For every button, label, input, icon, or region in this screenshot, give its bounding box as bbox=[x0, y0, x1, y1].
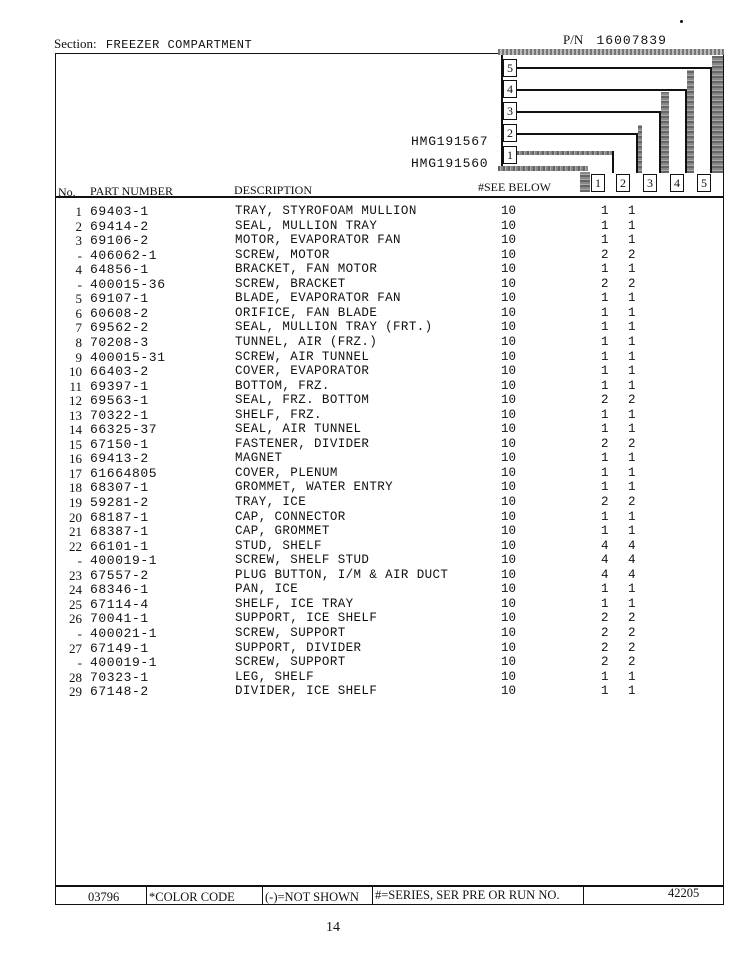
part-description: STUD, SHELF bbox=[235, 538, 322, 553]
part-number: 400021-1 bbox=[90, 625, 158, 641]
part-see-below: 10 bbox=[501, 684, 517, 699]
part-qty-series-1: 2 bbox=[601, 611, 609, 626]
part-see-below: 10 bbox=[501, 509, 517, 524]
part-see-below: 10 bbox=[501, 567, 517, 582]
part-no: 2 bbox=[75, 218, 82, 234]
part-qty-series-1: 1 bbox=[601, 684, 609, 699]
page-number: 14 bbox=[326, 920, 340, 935]
part-qty-series-1: 4 bbox=[601, 567, 609, 582]
part-description: BOTTOM, FRZ. bbox=[235, 378, 330, 393]
table-row bbox=[0, 422, 750, 436]
part-description: TUNNEL, AIR (FRZ.) bbox=[235, 334, 378, 349]
part-see-below: 10 bbox=[501, 276, 517, 291]
part-qty-series-1: 1 bbox=[601, 451, 609, 466]
part-number: 69414-2 bbox=[90, 218, 149, 234]
part-qty-series-2: 1 bbox=[628, 422, 636, 437]
part-qty-series-2: 2 bbox=[628, 655, 636, 670]
part-see-below: 10 bbox=[501, 553, 517, 568]
part-description: SEAL, AIR TUNNEL bbox=[235, 422, 362, 437]
part-number: 64856-1 bbox=[90, 262, 149, 278]
part-qty-series-1: 1 bbox=[601, 422, 609, 437]
part-qty-series-1: 1 bbox=[601, 465, 609, 480]
part-qty-series-1: 1 bbox=[601, 364, 609, 379]
series-leader-4 bbox=[517, 89, 685, 91]
part-number: 67557-2 bbox=[90, 567, 149, 583]
table-row bbox=[0, 568, 750, 582]
series-box: 4 bbox=[670, 174, 684, 192]
table-row bbox=[0, 248, 750, 262]
part-number: 67149-1 bbox=[90, 640, 149, 656]
part-no: 15 bbox=[69, 436, 82, 452]
part-see-below: 10 bbox=[501, 291, 517, 306]
table-row bbox=[0, 306, 750, 320]
series-drop-1 bbox=[612, 151, 614, 173]
part-number: 69397-1 bbox=[90, 378, 149, 394]
part-qty-series-2: 1 bbox=[628, 451, 636, 466]
part-qty-series-1: 2 bbox=[601, 247, 609, 262]
part-number: 69562-2 bbox=[90, 320, 149, 336]
series-box: 1 bbox=[591, 174, 605, 192]
part-description: PLUG BUTTON, I/M & AIR DUCT bbox=[235, 567, 449, 582]
part-qty-series-1: 1 bbox=[601, 407, 609, 422]
part-qty-series-2: 2 bbox=[628, 611, 636, 626]
part-no: 17 bbox=[69, 465, 82, 481]
part-qty-series-2: 1 bbox=[628, 320, 636, 335]
section-label: Section: bbox=[54, 36, 97, 51]
section-header bbox=[54, 36, 252, 52]
part-qty-series-2: 1 bbox=[628, 684, 636, 699]
part-number: 70323-1 bbox=[90, 669, 149, 685]
part-qty-series-2: 1 bbox=[628, 480, 636, 495]
part-number: 69403-1 bbox=[90, 204, 149, 219]
scan-shading bbox=[661, 92, 669, 173]
part-qty-series-2: 1 bbox=[628, 596, 636, 611]
part-number: 61664805 bbox=[90, 465, 158, 481]
part-qty-series-2: 2 bbox=[628, 276, 636, 291]
part-qty-series-2: 1 bbox=[628, 669, 636, 684]
col-header-part-number: PART NUMBER bbox=[90, 184, 173, 198]
part-description: SHELF, ICE TRAY bbox=[235, 596, 354, 611]
part-see-below: 10 bbox=[501, 495, 517, 509]
scan-shading-top bbox=[498, 49, 724, 55]
table-row bbox=[0, 524, 750, 538]
table-row bbox=[0, 393, 750, 407]
part-description: SCREW, SUPPORT bbox=[235, 625, 346, 640]
part-qty-series-2: 1 bbox=[628, 291, 636, 306]
col-header-description: DESCRIPTION bbox=[234, 183, 313, 197]
part-number: 69563-1 bbox=[90, 393, 149, 409]
part-see-below: 10 bbox=[501, 640, 517, 655]
series-box: 5 bbox=[503, 59, 517, 77]
part-qty-series-1: 2 bbox=[601, 640, 609, 655]
part-no: 7 bbox=[75, 320, 82, 336]
part-qty-series-1: 1 bbox=[601, 218, 609, 233]
part-no: - bbox=[77, 655, 82, 671]
model-number: HMG191560 bbox=[411, 156, 489, 171]
series-box: 2 bbox=[616, 174, 630, 192]
part-qty-series-2: 1 bbox=[628, 233, 636, 248]
part-number: 68307-1 bbox=[90, 480, 149, 496]
part-see-below: 10 bbox=[501, 393, 517, 408]
part-qty-series-1: 1 bbox=[601, 334, 609, 349]
part-see-below: 10 bbox=[501, 364, 517, 379]
part-description: BRACKET, FAN MOTOR bbox=[235, 262, 378, 277]
series-leader-5 bbox=[517, 67, 710, 69]
part-description: SUPPORT, ICE SHELF bbox=[235, 611, 378, 626]
part-no: 29 bbox=[69, 684, 82, 700]
part-see-below: 10 bbox=[501, 465, 517, 480]
part-no: 19 bbox=[69, 495, 82, 510]
part-qty-series-2: 1 bbox=[628, 407, 636, 422]
part-description: SEAL, FRZ. BOTTOM bbox=[235, 393, 370, 408]
part-qty-series-1: 2 bbox=[601, 495, 609, 509]
part-description: BLADE, EVAPORATOR FAN bbox=[235, 291, 401, 306]
part-no: 25 bbox=[69, 596, 82, 612]
part-see-below: 10 bbox=[501, 247, 517, 262]
part-no: 5 bbox=[75, 291, 82, 307]
part-no: 6 bbox=[75, 305, 82, 321]
table-row bbox=[0, 539, 750, 553]
part-see-below: 10 bbox=[501, 204, 517, 218]
col-header-no: No. bbox=[58, 185, 76, 199]
part-description: SCREW, MOTOR bbox=[235, 247, 330, 262]
part-no: 1 bbox=[75, 204, 82, 219]
table-row bbox=[0, 204, 750, 218]
part-qty-series-2: 1 bbox=[628, 204, 636, 218]
footer-doc-number: 42205 bbox=[668, 886, 700, 900]
part-no: 22 bbox=[69, 538, 82, 554]
part-number: 66403-2 bbox=[90, 364, 149, 380]
part-description: SCREW, SUPPORT bbox=[235, 655, 346, 670]
part-qty-series-1: 1 bbox=[601, 305, 609, 320]
part-see-below: 10 bbox=[501, 378, 517, 393]
footer-divider-line bbox=[372, 887, 373, 905]
part-qty-series-1: 2 bbox=[601, 393, 609, 408]
part-see-below: 10 bbox=[501, 407, 517, 422]
part-qty-series-2: 1 bbox=[628, 465, 636, 480]
part-number: 70208-3 bbox=[90, 334, 149, 350]
series-leader-2 bbox=[517, 133, 636, 135]
part-no: 23 bbox=[69, 567, 82, 583]
part-qty-series-1: 2 bbox=[601, 436, 609, 451]
pn-label: P/N bbox=[563, 32, 584, 47]
part-number: 66325-37 bbox=[90, 422, 158, 438]
part-number: 400019-1 bbox=[90, 553, 158, 569]
table-row bbox=[0, 335, 750, 349]
table-row bbox=[0, 262, 750, 276]
part-no: 13 bbox=[69, 407, 82, 423]
table-row bbox=[0, 437, 750, 451]
part-see-below: 10 bbox=[501, 582, 517, 597]
table-row bbox=[0, 597, 750, 611]
part-qty-series-2: 2 bbox=[628, 625, 636, 640]
part-no: 20 bbox=[69, 509, 82, 525]
footer-divider-line bbox=[146, 887, 147, 905]
part-qty-series-2: 1 bbox=[628, 262, 636, 277]
part-no: 24 bbox=[69, 582, 82, 598]
part-see-below: 10 bbox=[501, 480, 517, 495]
table-row bbox=[0, 350, 750, 364]
part-see-below: 10 bbox=[501, 334, 517, 349]
part-description: SCREW, BRACKET bbox=[235, 276, 346, 291]
part-see-below: 10 bbox=[501, 305, 517, 320]
part-description: DIVIDER, ICE SHELF bbox=[235, 684, 378, 699]
part-number: 68346-1 bbox=[90, 582, 149, 598]
part-number: 69107-1 bbox=[90, 291, 149, 307]
part-qty-series-2: 2 bbox=[628, 495, 636, 509]
part-see-below: 10 bbox=[501, 538, 517, 553]
part-qty-series-1: 4 bbox=[601, 538, 609, 553]
part-qty-series-2: 1 bbox=[628, 349, 636, 364]
part-number: 69413-2 bbox=[90, 451, 149, 467]
table-row bbox=[0, 510, 750, 524]
part-no: 8 bbox=[75, 334, 82, 350]
part-number: 66101-1 bbox=[90, 538, 149, 554]
part-no: - bbox=[77, 553, 82, 569]
part-description: CAP, GROMMET bbox=[235, 524, 330, 539]
footer-not-shown: (-)=NOT SHOWN bbox=[265, 890, 359, 904]
table-row bbox=[0, 408, 750, 422]
part-qty-series-1: 1 bbox=[601, 669, 609, 684]
part-no: 27 bbox=[69, 640, 82, 656]
table-row bbox=[0, 495, 750, 509]
part-no: 11 bbox=[69, 378, 82, 394]
footer-divider-line bbox=[262, 887, 263, 905]
part-description: PAN, ICE bbox=[235, 582, 299, 597]
col-header-see-below: #SEE BELOW bbox=[478, 180, 551, 194]
part-number: 400019-1 bbox=[90, 655, 158, 671]
part-qty-series-1: 1 bbox=[601, 509, 609, 524]
part-description: TRAY, STYROFOAM MULLION bbox=[235, 204, 417, 218]
series-box: 5 bbox=[697, 174, 711, 192]
table-row bbox=[0, 320, 750, 334]
part-description: TRAY, ICE bbox=[235, 495, 307, 509]
part-see-below: 10 bbox=[501, 524, 517, 539]
part-see-below: 10 bbox=[501, 451, 517, 466]
part-qty-series-2: 1 bbox=[628, 378, 636, 393]
part-see-below: 10 bbox=[501, 625, 517, 640]
part-description: SEAL, MULLION TRAY bbox=[235, 218, 378, 233]
table-row bbox=[0, 684, 750, 698]
part-qty-series-2: 2 bbox=[628, 640, 636, 655]
part-qty-series-2: 1 bbox=[628, 509, 636, 524]
part-description: LEG, SHELF bbox=[235, 669, 315, 684]
part-qty-series-1: 1 bbox=[601, 524, 609, 539]
part-number: 60608-2 bbox=[90, 305, 149, 321]
part-no: 28 bbox=[69, 669, 82, 685]
table-row bbox=[0, 466, 750, 480]
table-row bbox=[0, 626, 750, 640]
part-see-below: 10 bbox=[501, 218, 517, 233]
table-row bbox=[0, 277, 750, 291]
table-row bbox=[0, 641, 750, 655]
part-description: SUPPORT, DIVIDER bbox=[235, 640, 362, 655]
part-qty-series-2: 4 bbox=[628, 567, 636, 582]
pn-value: 16007839 bbox=[596, 33, 667, 48]
scan-shading bbox=[712, 56, 723, 173]
part-qty-series-1: 1 bbox=[601, 596, 609, 611]
part-qty-series-2: 1 bbox=[628, 524, 636, 539]
part-qty-series-1: 1 bbox=[601, 582, 609, 597]
part-see-below: 10 bbox=[501, 349, 517, 364]
part-qty-series-1: 1 bbox=[601, 291, 609, 306]
part-see-below: 10 bbox=[501, 262, 517, 277]
part-see-below: 10 bbox=[501, 320, 517, 335]
series-box: 3 bbox=[643, 174, 657, 192]
footer-divider-line bbox=[583, 887, 584, 905]
part-description: CAP, CONNECTOR bbox=[235, 509, 346, 524]
table-row bbox=[0, 451, 750, 465]
part-description: COVER, PLENUM bbox=[235, 465, 338, 480]
part-qty-series-1: 1 bbox=[601, 320, 609, 335]
part-qty-series-1: 1 bbox=[601, 204, 609, 218]
table-row bbox=[0, 219, 750, 233]
series-leader-1 bbox=[517, 151, 613, 155]
part-number: 400015-31 bbox=[90, 349, 166, 365]
part-no: - bbox=[77, 276, 82, 292]
table-row bbox=[0, 291, 750, 305]
footer-date-code: 03796 bbox=[88, 890, 120, 904]
part-number: 68187-1 bbox=[90, 509, 149, 525]
part-no: 4 bbox=[75, 262, 82, 278]
part-number: 400015-36 bbox=[90, 276, 166, 292]
section-value: FREEZER COMPARTMENT bbox=[105, 38, 253, 52]
part-see-below: 10 bbox=[501, 669, 517, 684]
part-qty-series-2: 1 bbox=[628, 218, 636, 233]
stray-mark bbox=[680, 20, 683, 23]
part-qty-series-2: 2 bbox=[628, 393, 636, 408]
part-qty-series-1: 1 bbox=[601, 349, 609, 364]
part-no: 10 bbox=[69, 364, 82, 380]
series-box: 2 bbox=[503, 124, 517, 142]
part-see-below: 10 bbox=[501, 596, 517, 611]
scan-shading bbox=[638, 125, 642, 173]
part-no: 21 bbox=[69, 524, 82, 540]
part-description: SHELF, FRZ. bbox=[235, 407, 322, 422]
footer-divider bbox=[55, 885, 724, 887]
part-no: 16 bbox=[69, 451, 82, 467]
part-qty-series-2: 2 bbox=[628, 436, 636, 451]
part-number: 59281-2 bbox=[90, 495, 149, 510]
series-box: 3 bbox=[503, 102, 517, 120]
part-see-below: 10 bbox=[501, 233, 517, 248]
part-number: 68387-1 bbox=[90, 524, 149, 540]
part-no: 3 bbox=[75, 233, 82, 249]
part-see-below: 10 bbox=[501, 655, 517, 670]
series-leader-3 bbox=[517, 111, 659, 113]
part-description: GROMMET, WATER ENTRY bbox=[235, 480, 394, 495]
part-qty-series-1: 1 bbox=[601, 378, 609, 393]
table-row bbox=[0, 364, 750, 378]
part-description: ORIFICE, FAN BLADE bbox=[235, 305, 378, 320]
part-qty-series-1: 1 bbox=[601, 262, 609, 277]
part-see-below: 10 bbox=[501, 611, 517, 626]
part-see-below: 10 bbox=[501, 422, 517, 437]
series-box: 1 bbox=[503, 146, 517, 164]
part-description: SEAL, MULLION TRAY (FRT.) bbox=[235, 320, 433, 335]
part-no: - bbox=[77, 625, 82, 641]
part-qty-series-1: 4 bbox=[601, 553, 609, 568]
part-number: 67150-1 bbox=[90, 436, 149, 452]
model-number: HMG191567 bbox=[411, 134, 489, 149]
part-qty-series-1: 2 bbox=[601, 655, 609, 670]
part-qty-series-2: 1 bbox=[628, 364, 636, 379]
part-number: 406062-1 bbox=[90, 247, 158, 263]
part-qty-series-2: 1 bbox=[628, 582, 636, 597]
series-rail bbox=[501, 55, 503, 168]
table-row bbox=[0, 379, 750, 393]
part-qty-series-2: 2 bbox=[628, 247, 636, 262]
part-description: SCREW, SHELF STUD bbox=[235, 553, 370, 568]
table-row bbox=[0, 233, 750, 247]
scan-shading bbox=[498, 166, 588, 171]
part-qty-series-2: 1 bbox=[628, 334, 636, 349]
scan-shading bbox=[687, 70, 694, 173]
part-no: 12 bbox=[69, 393, 82, 409]
part-qty-series-2: 1 bbox=[628, 305, 636, 320]
part-qty-series-1: 1 bbox=[601, 480, 609, 495]
part-no: 26 bbox=[69, 611, 82, 627]
part-description: COVER, EVAPORATOR bbox=[235, 364, 370, 379]
table-row bbox=[0, 611, 750, 625]
part-description: MOTOR, EVAPORATOR FAN bbox=[235, 233, 401, 248]
table-row bbox=[0, 670, 750, 684]
part-number: 70322-1 bbox=[90, 407, 149, 423]
table-row bbox=[0, 553, 750, 567]
table-row bbox=[0, 480, 750, 494]
part-number: 70041-1 bbox=[90, 611, 149, 627]
part-number-header bbox=[563, 32, 667, 48]
part-qty-series-1: 2 bbox=[601, 276, 609, 291]
part-number: 67148-2 bbox=[90, 684, 149, 700]
table-row bbox=[0, 655, 750, 669]
scan-shading bbox=[580, 172, 590, 192]
part-no: - bbox=[77, 247, 82, 263]
series-box: 4 bbox=[503, 80, 517, 98]
part-no: 9 bbox=[75, 349, 82, 365]
part-qty-series-2: 4 bbox=[628, 553, 636, 568]
part-qty-series-2: 4 bbox=[628, 538, 636, 553]
part-see-below: 10 bbox=[501, 436, 517, 451]
part-description: MAGNET bbox=[235, 451, 283, 466]
part-no: 18 bbox=[69, 480, 82, 496]
part-qty-series-1: 2 bbox=[601, 625, 609, 640]
part-number: 69106-2 bbox=[90, 233, 149, 249]
part-description: FASTENER, DIVIDER bbox=[235, 436, 370, 451]
part-description: SCREW, AIR TUNNEL bbox=[235, 349, 370, 364]
footer-series-note: #=SERIES, SER PRE OR RUN NO. bbox=[375, 888, 560, 902]
table-row bbox=[0, 582, 750, 596]
part-qty-series-1: 1 bbox=[601, 233, 609, 248]
part-no: 14 bbox=[69, 422, 82, 438]
part-number: 67114-4 bbox=[90, 596, 149, 612]
footer-color-code: *COLOR CODE bbox=[149, 890, 235, 904]
